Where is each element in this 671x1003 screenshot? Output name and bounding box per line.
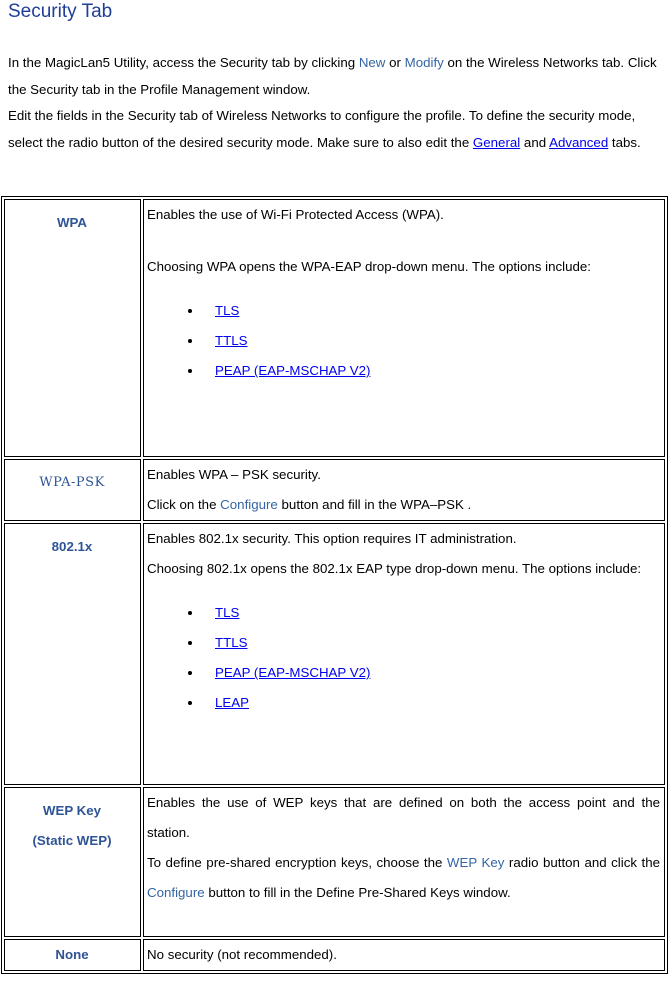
description-text: To define pre-shared encryption keys, choose the [147,855,447,870]
mode-name-wpa-psk: WPA-PSK [4,459,141,521]
description-line: Enables the use of WEP keys that are defined on both the access point and the station. [147,795,660,840]
mode-description-wpa [143,199,665,457]
mode-name-none: None [4,939,141,971]
intro-text: and [520,134,550,150]
mode-name-wep [4,787,141,937]
wep-key-term: WEP Key [446,855,505,870]
description-text: Click on the [147,497,221,512]
mode-description-8021x [143,523,665,785]
intro-text: on the Wireless Networks tab. Click the Security tab in the Profile Management window. [8,55,657,97]
description-text: button and fill in the WPA–PSK . [277,497,472,512]
table-row-wpa-psk [4,459,665,521]
mode-description-wep [143,787,665,937]
list-item [203,598,660,628]
general-link[interactable]: General [472,134,521,150]
modify-term: Modify [404,55,444,70]
table-row-wep [4,787,665,937]
list-item [203,688,660,718]
list-item [203,326,660,356]
configure-term: Configure [220,497,278,512]
description-text: radio button and click the [504,855,661,870]
intro-paragraph [8,50,668,156]
option-link-peap[interactable]: PEAP (EAP-MSCHAP V2) [215,363,371,378]
description-line: Choosing 802.1x opens the 802.1x EAP type drop-down menu. The options include: [147,561,642,576]
option-link-ttls[interactable]: TTLS [215,635,248,650]
mode-name-wpa: WPA [4,199,141,457]
new-term: New [358,55,386,70]
list-item [203,658,660,688]
security-modes-table [1,196,668,974]
option-link-peap[interactable]: PEAP (EAP-MSCHAP V2) [215,665,371,680]
advanced-link[interactable]: Advanced [549,134,609,150]
list-item [203,356,660,386]
table-row-wpa [4,199,665,457]
list-item [203,296,660,326]
page-title: Security Tab [8,1,113,22]
option-link-tls[interactable]: TLS [215,605,240,620]
option-link-ttls[interactable]: TTLS [215,333,248,348]
description-line: Enables the use of Wi-Fi Protected Access (WPA). [147,207,444,222]
description-text: button to fill in the Define Pre-Shared Keys window. [204,885,511,900]
description-line: Enables 802.1x security. This option requires IT administration. [147,531,517,546]
wpa-options-list [147,296,660,386]
intro-text: In the MagicLan5 Utility, access the Security tab by clicking [8,55,359,70]
intro-text: or [385,55,405,70]
mode-name-line: (Static WEP) [32,833,112,848]
table-row-none [4,939,665,971]
8021x-options-list [147,598,660,718]
description-line [147,848,660,908]
intro-text: Edit the fields in the Security tab of Wireless Networks to configure the profile. To define the security mode, select the radio button of the desired security mode. Make sure to also edit the [8,108,636,150]
configure-term: Configure [147,885,205,900]
option-link-leap[interactable]: LEAP [215,695,250,710]
table-row-8021x [4,523,665,785]
description-line [147,490,660,520]
mode-description-none: No security (not recommended). [143,939,665,971]
mode-name-8021x: 802.1x [4,523,141,785]
option-link-tls[interactable]: TLS [215,303,240,318]
mode-name-line: WEP Key [42,803,102,818]
description-line: Choosing WPA opens the WPA-EAP drop-down menu. The options include: [147,259,591,274]
mode-description-wpa-psk [143,459,665,521]
list-item [203,628,660,658]
intro-text: tabs. [608,134,641,150]
description-line: Enables WPA – PSK security. [147,467,321,482]
